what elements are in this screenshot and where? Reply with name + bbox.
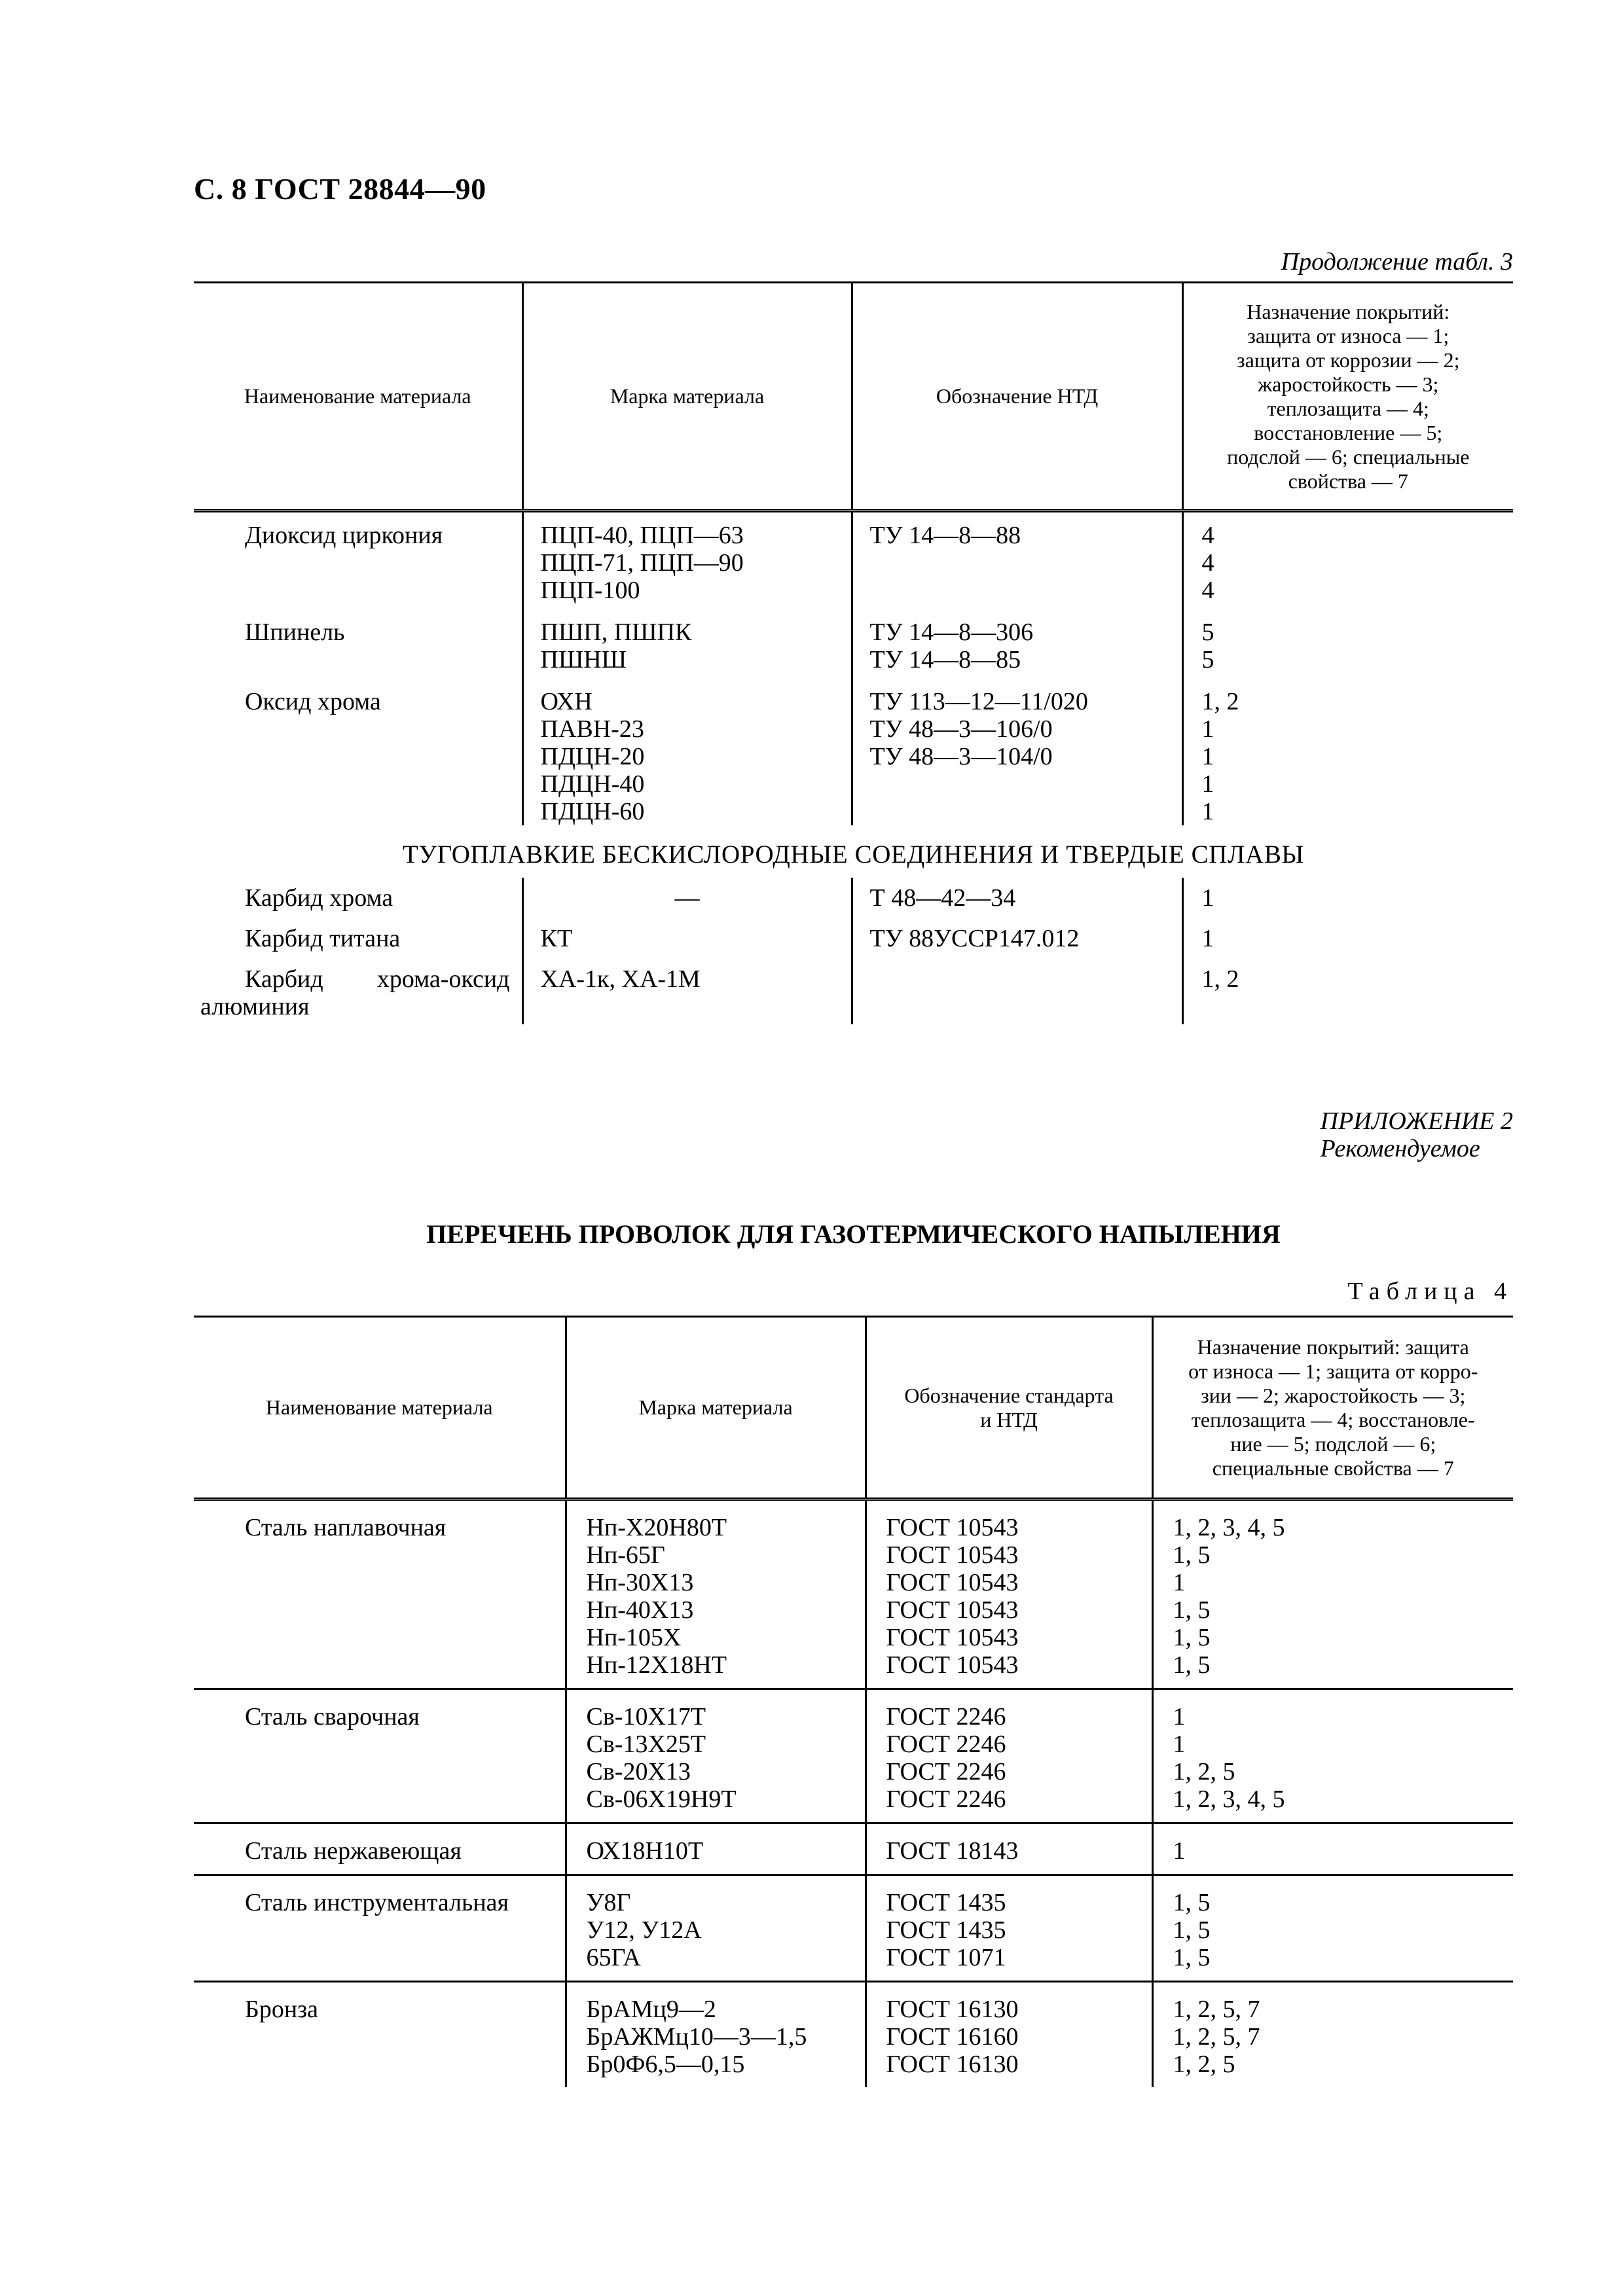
table-continuation-label: Продолжение табл. 3 bbox=[1281, 248, 1513, 276]
table-row bbox=[194, 1982, 1513, 2088]
material-name: Карбид хрома bbox=[245, 884, 393, 912]
section-row bbox=[194, 825, 1513, 878]
material-grade: У8Г У12, У12А 65ГА bbox=[566, 1875, 866, 1982]
header-standard: Обозначение стандарта и НТД bbox=[866, 1317, 1152, 1499]
table-row bbox=[194, 604, 1513, 673]
coating-purpose: 1, 2, 3, 4, 5 1, 5 1 1, 5 1, 5 1, 5 bbox=[1152, 1499, 1513, 1689]
table-header-row bbox=[194, 283, 1513, 511]
material-grade: — bbox=[522, 878, 852, 912]
material-grade: БрАМц9—2 БрАЖМц10—3—1,5 Бр0Ф6,5—0,15 bbox=[566, 1982, 866, 2088]
ntd-designation: ТУ 113—12—11/020 ТУ 48—3—106/0 ТУ 48—3—104/0 bbox=[852, 673, 1182, 825]
table-row bbox=[194, 1689, 1513, 1823]
material-name-line-1: Карбид хрома-оксид bbox=[245, 965, 510, 993]
coating-purpose: 1 bbox=[1182, 912, 1513, 952]
appendix-subtitle: Рекомендуемое bbox=[1320, 1135, 1480, 1162]
material-grade: ПЦП-40, ПЦП—63 ПЦП-71, ПЦП—90 ПЦП-100 bbox=[522, 511, 852, 605]
ntd-designation bbox=[852, 952, 1182, 1024]
table-row bbox=[194, 511, 1513, 605]
header-material-grade: Марка материала bbox=[522, 283, 852, 511]
standard-designation: ГОСТ 18143 bbox=[866, 1823, 1152, 1875]
standard-designation: ГОСТ 10543 ГОСТ 10543 ГОСТ 10543 ГОСТ 10543 ГОСТ 10543 ГОСТ 10543 bbox=[866, 1499, 1152, 1689]
material-name-line-2: алюминия bbox=[200, 993, 310, 1020]
material-name-cell bbox=[194, 952, 522, 1024]
header-material-grade: Марка материала bbox=[566, 1317, 866, 1499]
list-title: ПЕРЕЧЕНЬ ПРОВОЛОК ДЛЯ ГАЗОТЕРМИЧЕСКОГО НАПЫЛЕНИЯ bbox=[426, 1219, 1281, 1249]
table-row bbox=[194, 1875, 1513, 1982]
standard-designation: ГОСТ 16130 ГОСТ 16160 ГОСТ 16130 bbox=[866, 1982, 1152, 2088]
material-name: Бронза bbox=[245, 1996, 319, 2023]
standard-designation: ГОСТ 1435 ГОСТ 1435 ГОСТ 1071 bbox=[866, 1875, 1152, 1982]
header-purpose: Назначение покрытий: защита от износа — 1; защита от корро- зии — 2; жаростойкость — 3; теплозащита — 4; восстановле- ние — 5; подслой — 6; специальные свойства — 7 bbox=[1152, 1317, 1513, 1499]
coating-purpose: 4 4 4 bbox=[1182, 511, 1513, 605]
table-row bbox=[194, 1823, 1513, 1875]
ntd-designation: Т 48—42—34 bbox=[852, 878, 1182, 912]
table-row bbox=[194, 912, 1513, 952]
coating-purpose: 1 bbox=[1152, 1823, 1513, 1875]
material-name: Шпинель bbox=[245, 619, 345, 646]
material-grade: ПШП, ПШПК ПШНШ bbox=[522, 604, 852, 673]
material-grade: ОХН ПАВН-23 ПДЦН-20 ПДЦН-40 ПДЦН-60 bbox=[522, 673, 852, 825]
standard-designation: ГОСТ 2246 ГОСТ 2246 ГОСТ 2246 ГОСТ 2246 bbox=[866, 1689, 1152, 1823]
header-material-name: Наименование материала bbox=[194, 283, 522, 511]
material-name: Сталь нержавеющая bbox=[194, 1823, 566, 1875]
material-name: Сталь наплавочная bbox=[194, 1499, 566, 1689]
header-material-name: Наименование материала bbox=[194, 1317, 566, 1499]
ntd-designation: ТУ 14—8—306 ТУ 14—8—85 bbox=[852, 604, 1182, 673]
material-grade: Нп-Х20Н80Т Нп-65Г Нп-30Х13 Нп-40Х13 Нп-105Х Нп-12Х18НТ bbox=[566, 1499, 866, 1689]
table-3-continued bbox=[194, 281, 1513, 1024]
appendix-title: ПРИЛОЖЕНИЕ 2 bbox=[1320, 1107, 1513, 1135]
material-grade: ХА-1к, ХА-1М bbox=[522, 952, 852, 1024]
section-title: ТУГОПЛАВКИЕ БЕСКИСЛОРОДНЫЕ СОЕДИНЕНИЯ И ТВЕРДЫЕ СПЛАВЫ bbox=[402, 840, 1305, 869]
table-row bbox=[194, 952, 1513, 1024]
material-name: Диоксид циркония bbox=[245, 522, 443, 549]
coating-purpose: 1, 5 1, 5 1, 5 bbox=[1152, 1875, 1513, 1982]
table-row bbox=[194, 673, 1513, 825]
material-name: Сталь сварочная bbox=[194, 1689, 566, 1823]
appendix-heading bbox=[1321, 1107, 1513, 1162]
ntd-designation: ТУ 14—8—88 bbox=[852, 511, 1182, 605]
coating-purpose: 1, 2 bbox=[1182, 952, 1513, 1024]
table-4 bbox=[194, 1316, 1513, 2087]
coating-purpose: 1, 2, 5, 7 1, 2, 5, 7 1, 2, 5 bbox=[1152, 1982, 1513, 2088]
material-grade: Св-10Х17Т Св-13Х25Т Св-20Х13 Св-06Х19Н9Т bbox=[566, 1689, 866, 1823]
material-grade: КТ bbox=[522, 912, 852, 952]
page-header: С. 8 ГОСТ 28844—90 bbox=[194, 172, 486, 206]
header-purpose: Назначение покрытий: защита от износа — 1; защита от коррозии — 2; жаростойкость — 3; теплозащита — 4; восстановление — 5; подслой — 6; специальные свойства — 7 bbox=[1182, 283, 1513, 511]
material-name: Оксид хрома bbox=[245, 688, 381, 715]
table-row bbox=[194, 1499, 1513, 1689]
table-header-row bbox=[194, 1317, 1513, 1499]
material-name: Сталь инструментальная bbox=[194, 1875, 566, 1982]
coating-purpose: 5 5 bbox=[1182, 604, 1513, 673]
material-name: Карбид титана bbox=[245, 925, 401, 952]
ntd-designation: ТУ 88УССР147.012 bbox=[852, 912, 1182, 952]
coating-purpose: 1, 2 1 1 1 1 bbox=[1182, 673, 1513, 825]
table-row bbox=[194, 878, 1513, 912]
header-ntd: Обозначение НТД bbox=[852, 283, 1182, 511]
coating-purpose: 1 1 1, 2, 5 1, 2, 3, 4, 5 bbox=[1152, 1689, 1513, 1823]
table-4-label: Таблица 4 bbox=[1347, 1278, 1513, 1305]
coating-purpose: 1 bbox=[1182, 878, 1513, 912]
material-grade: ОХ18Н10Т bbox=[566, 1823, 866, 1875]
